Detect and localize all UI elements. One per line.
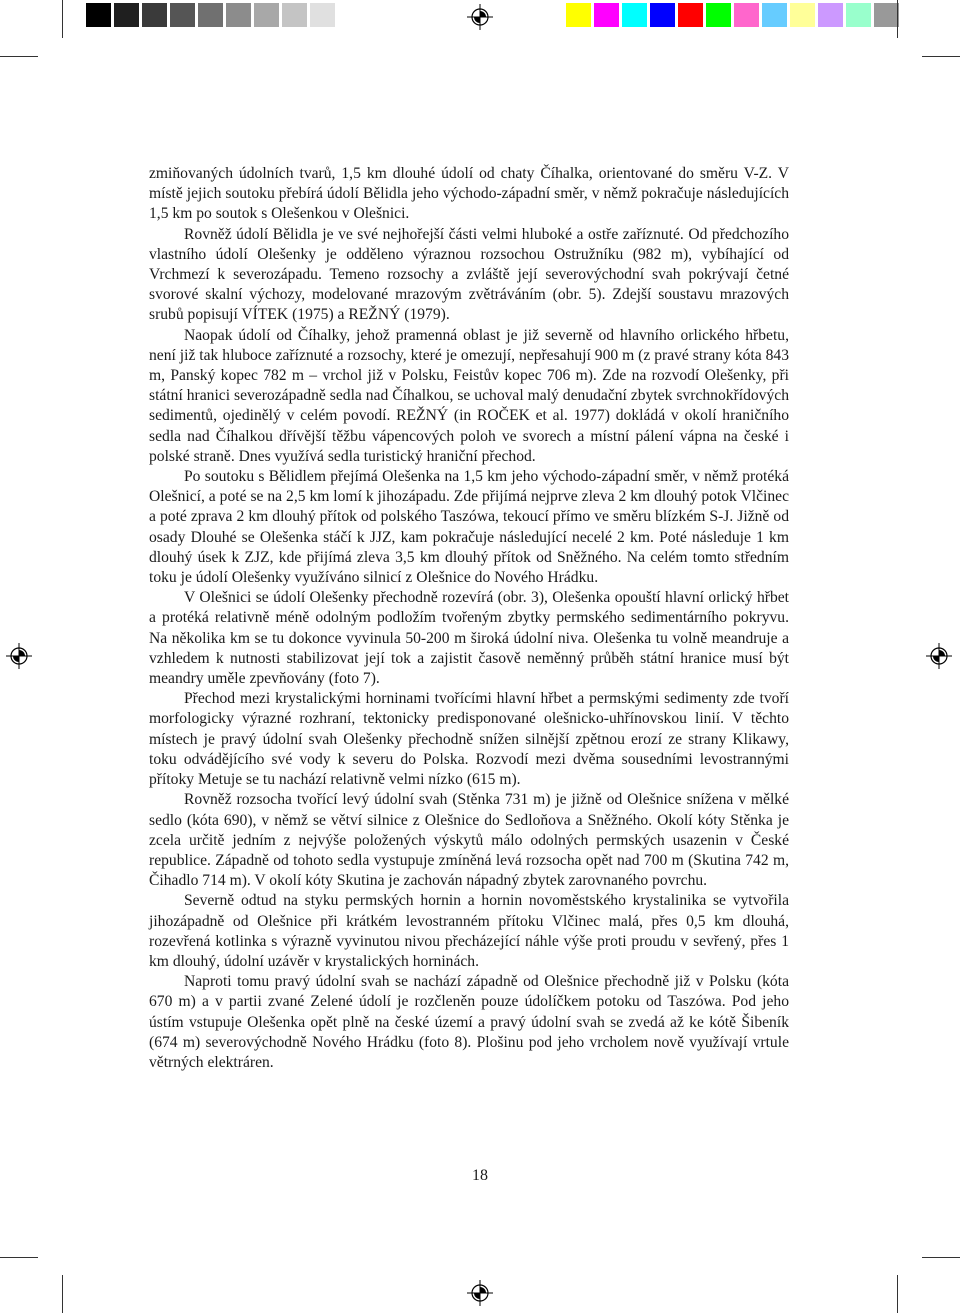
color-swatch — [706, 3, 731, 27]
gray-swatch — [310, 3, 335, 27]
color-swatch — [734, 3, 759, 27]
crop-mark-right-bottom — [922, 1257, 960, 1258]
color-swatch — [678, 3, 703, 27]
registration-mark-left — [6, 643, 32, 669]
registration-mark-bottom — [467, 1280, 493, 1306]
paragraph: Po soutoku s Bělidlem přejímá Olešenka na 1,5 km jeho východo-západní směr, v němž protéká Olešnicí, a poté se na 2,5 km lomí k jihozápadu. Zde přijímá nejprve zleva 2 km dlouhý potok Vlčinec a poté zprava 2 km dlouhý přítok od polského Taszówa, tekoucí přímo ve směru blízkém S-J. Jižně od osady Dlouhé se Olešenka stáčí k JJZ, kam pokračuje následující necelé 2 km. Poté následuje 1 km dlouhý úsek k ZJZ, kde přijímá zleva 3,5 km dlouhý přítok od Sněžného. Na celém tomto středním toku je údolí Olešenky využíváno silnicí z Olešnice do Nového Hrádku. — [149, 468, 789, 587]
paragraph: V Olešnici se údolí Olešenky přechodně rozevírá (obr. 3), Olešenka opouští hlavní orlický hřbet a protéká relativně méně odolným podložím tvořeným zbytky permského sedimentárního pokryvu. Na několika km se tu dokonce vyvinula 50-200 m široká údolní niva. Olešenka tu volně meandruje a vzhledem k nutnosti stabilizovat její tok a zajistit časově neměnný průběh státní hranice musí být meandry uměle zpevňovány (foto 7). — [149, 589, 789, 688]
paragraph: Přechod mezi krystalickými horninami tvořícími hlavní hřbet a permskými sedimenty zde tvoří morfologicky výrazné rozhraní, tektonicky predisponované olešnicko-uhřínovskou linií. V těchto místech je pravý údolní svah Olešenky přechodně snížen silnější zpětnou erozí ze strany Klikawy, toku odvádějícího své vody k severu do Polska. Rozvodí mezi dvěma sousedními levostrannými přítoky Metuje se tu nachází relativně velmi nízko (615 m). — [149, 690, 789, 789]
paragraph: Severně odtud na styku permských hornin a hornin novoměstského krystalinika se vytvořila jihozápadně od Olešnice při krátkém levostranném přítoku Vlčinec malá, přes 0,5 km dlouhá, rozevřená kotlinka s výrazně vyvinutou nivou přecházející náhle výše proti proudu v sevřený, přes 1 km dlouhý, údolní uzávěr v krystalických horninách. — [149, 892, 789, 970]
registration-mark-right — [926, 643, 952, 669]
color-swatch — [818, 3, 843, 27]
gray-swatch-bar — [86, 3, 338, 27]
paragraph: Rovněž údolí Bělidla je ve své nejhořejší části velmi hluboké a ostře zaříznuté. Od předchozího vlastního údolí Olešenky je odděleno výraznou rozsochou Ostružníku (982 m), vybíhající od Vrchmezí k severozápadu. Temeno rozsochy a zvláště její severovýchodní svah pokrývají četné svorové skalní výchozy, modelované mrazovým zvětráváním (obr. 5). Zdejší soustavu mrazových srubů popisují VÍTEK (1975) a REŽNÝ (1979). — [149, 225, 789, 324]
gray-swatch — [198, 3, 223, 27]
crop-mark-bottom-right — [897, 1275, 898, 1313]
crop-mark-top-left — [62, 0, 63, 38]
crop-mark-left-bottom — [0, 1257, 38, 1258]
registration-target-icon — [926, 643, 952, 669]
gray-swatch — [226, 3, 251, 27]
color-swatch — [762, 3, 787, 27]
paragraph: Naopak údolí od Číhalky, jehož pramenná oblast je již severně od hlavního orlického hřbetu, není již tak hluboce zaříznuté a rozsochy, které je omezují, nepřesahují 900 m (z pravé strany kóta 843 m, Panský kopec 782 m – vrchol již v Polsku, Feistův kopec 706 m). Zde na rozvodí Olešenky, při státní hranici severozápadně sedla nad Číhalkou, se uchoval malý denudační zbytek svrchnokřídových sedimentů, ojedinělý v celém povodí. REŽNÝ (in ROČEK et al. 1977) dokládá v okolí hraničního sedla nad Číhalkou dřívější těžbu vápencových poloh ve svorech a místní pálení vápna na české i polské straně. Dnes využívá sedla turistický hraniční přechod. — [149, 326, 789, 465]
gray-swatch — [86, 3, 111, 27]
gray-swatch — [170, 3, 195, 27]
crop-mark-right-top — [922, 56, 960, 57]
color-swatch-bar — [566, 3, 902, 27]
paragraph: zmiňovaných údolních tvarů, 1,5 km dlouhé údolí od chaty Číhalka, orientované do směru V-Z. V místě jejich soutoku přebírá údolí Bělidla jeho východo-západní směr, v němž pokračuje následujících 1,5 km po soutok s Olešenkou v Olešnici. — [149, 165, 789, 223]
registration-mark-top — [467, 4, 493, 30]
registration-target-icon — [467, 4, 493, 30]
body-text — [149, 164, 789, 1073]
registration-target-icon — [6, 643, 32, 669]
color-swatch — [594, 3, 619, 27]
color-swatch — [650, 3, 675, 27]
color-swatch — [566, 3, 591, 27]
color-swatch — [874, 3, 899, 27]
color-swatch — [846, 3, 871, 27]
gray-swatch — [254, 3, 279, 27]
color-swatch — [790, 3, 815, 27]
gray-swatch — [114, 3, 139, 27]
gray-swatch — [282, 3, 307, 27]
paragraph: Naproti tomu pravý údolní svah se nachází západně od Olešnice přechodně již v Polsku (kóta 670 m) a v partii zvané Zelené údolí je rozčleněn pouze údolíčkem potoku od Taszówa. Pod jeho ústím vstupuje Olešenka opět plně na české území a pravý údolní svah se zvedá až ke kótě Šibeník (674 m) severovýchodně Nového Hrádku (foto 8). Plošinu pod jeho vrcholem nově využívají vrtule větrných elektráren. — [149, 973, 789, 1071]
gray-swatch — [142, 3, 167, 27]
crop-mark-left-top — [0, 56, 38, 57]
paragraph: Rovněž rozsocha tvořící levý údolní svah (Stěnka 731 m) je jižně od Olešnice snížena v mělké sedlo (kóta 690), v němž se větví silnice z Olešnice do Sedloňova a Sněžného. Okolí kóty Stěnka je zcela určitě jedním z nejvýše položených výskytů málo odolných permských usazenin v České republice. Západně od tohoto sedla vystupuje zmíněná levá rozsocha opět nad 700 m (Skutina 742 m, Čihadlo 714 m). V okolí kóty Skutina je zachován nápadný zbytek zarovnaného povrchu. — [149, 791, 789, 890]
crop-mark-bottom-left — [62, 1275, 63, 1313]
crop-mark-top-right — [897, 0, 898, 38]
page-number: 18 — [472, 1167, 488, 1184]
registration-target-icon — [467, 1280, 493, 1306]
color-swatch — [622, 3, 647, 27]
